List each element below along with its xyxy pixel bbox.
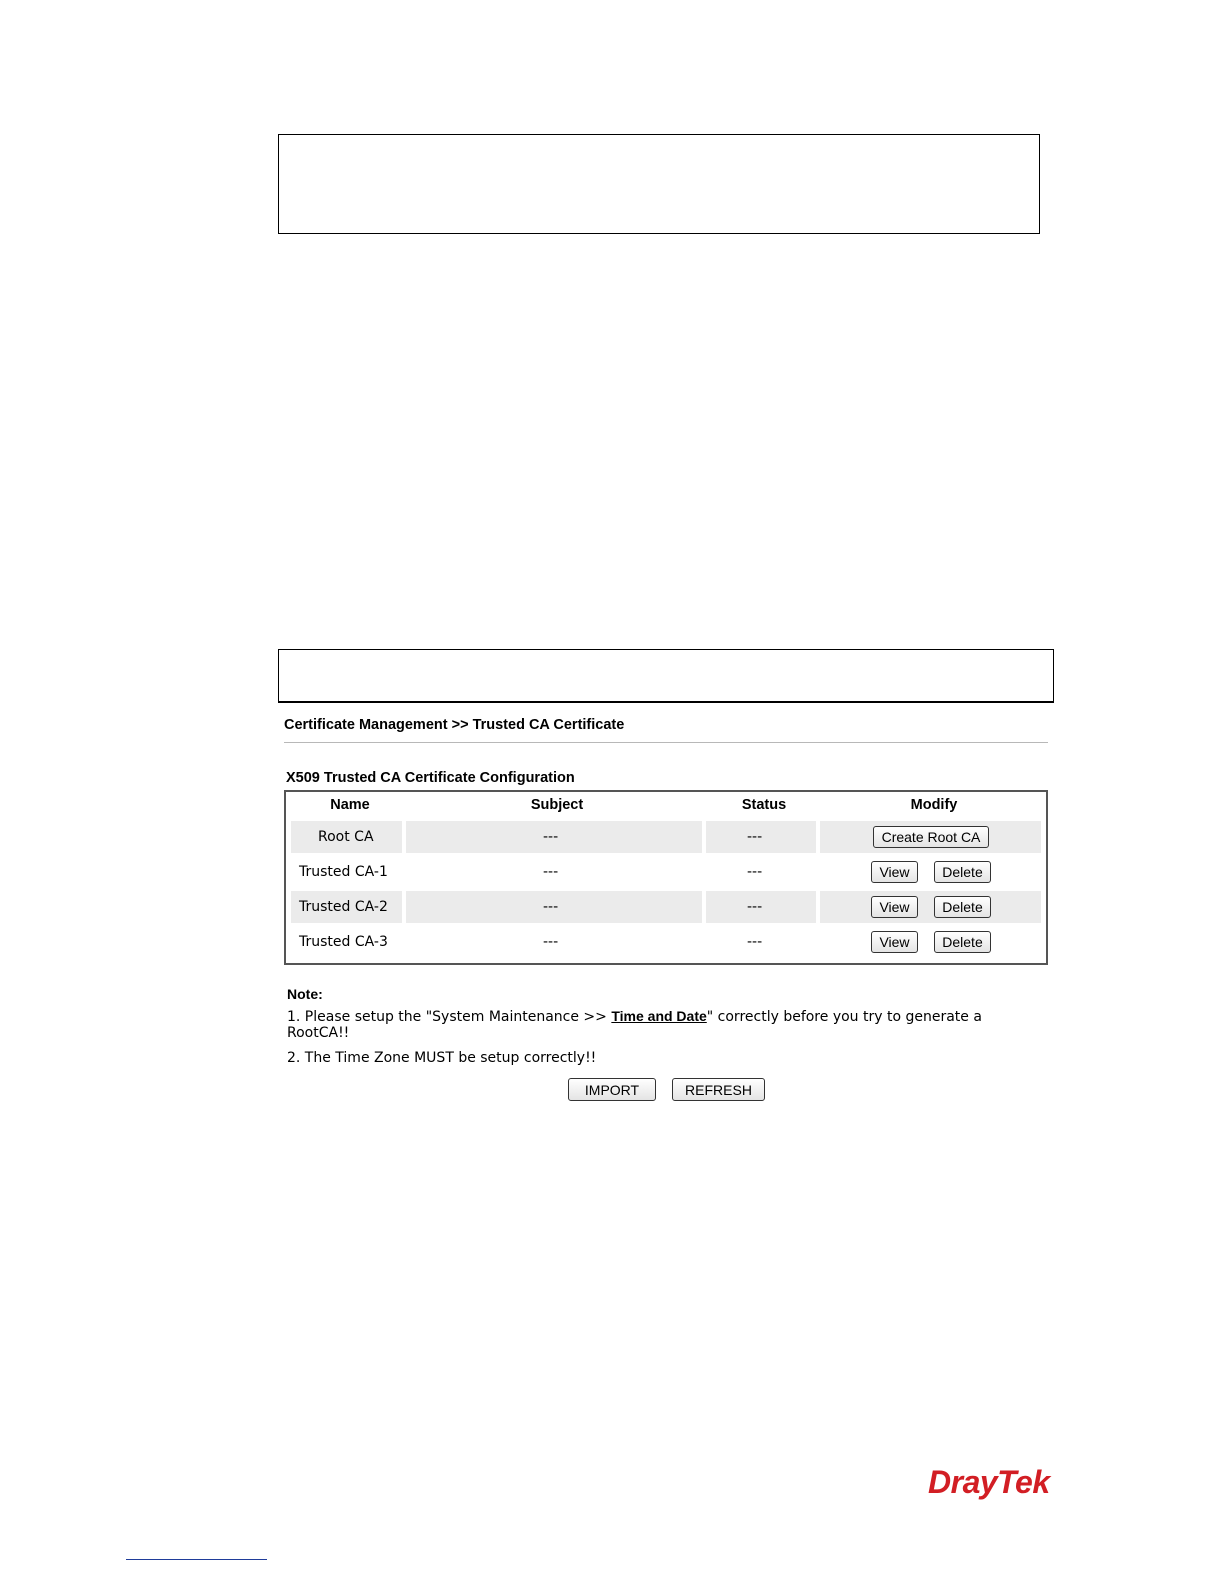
empty-frame-top — [278, 134, 1040, 234]
note-line-1-cont: RootCA!! — [287, 1025, 350, 1041]
table-row-status: --- — [747, 899, 763, 915]
time-and-date-link[interactable]: Time and Date — [611, 1008, 707, 1024]
header-name: Name — [330, 797, 370, 813]
view-button[interactable]: View — [871, 896, 918, 918]
note-line-2: 2. The Time Zone MUST be setup correctly!! — [287, 1050, 597, 1066]
import-button[interactable]: IMPORT — [568, 1078, 656, 1101]
create-root-ca-button[interactable]: Create Root CA — [873, 826, 989, 848]
row-shade — [820, 891, 1041, 923]
table-row-name: Trusted CA-1 — [299, 864, 388, 880]
note-text: " correctly before you try to generate a — [706, 1009, 982, 1025]
header-modify: Modify — [910, 797, 958, 813]
table-row-subject: --- — [543, 934, 559, 950]
delete-button[interactable]: Delete — [934, 931, 991, 953]
table-row-subject: --- — [543, 899, 559, 915]
empty-frame-middle — [278, 649, 1054, 703]
view-button[interactable]: View — [871, 861, 918, 883]
table-row-subject: --- — [543, 829, 559, 845]
table-row-subject: --- — [543, 864, 559, 880]
breadcrumb: Certificate Management >> Trusted CA Certificate — [284, 717, 625, 733]
table-row-name: Trusted CA-3 — [299, 934, 388, 950]
divider — [284, 742, 1048, 743]
table-row-status: --- — [747, 934, 763, 950]
table-row-status: --- — [747, 829, 763, 845]
delete-button[interactable]: Delete — [934, 861, 991, 883]
draytek-logo: DrayTek — [928, 1464, 1050, 1500]
note-line-1 — [287, 1008, 982, 1026]
header-status: Status — [741, 797, 787, 813]
section-title: X509 Trusted CA Certificate Configuration — [286, 770, 575, 786]
table-row-name: Root CA — [318, 829, 374, 845]
header-subject: Subject — [530, 797, 584, 813]
refresh-button[interactable]: REFRESH — [672, 1078, 765, 1101]
note-title: Note: — [287, 986, 323, 1002]
delete-button[interactable]: Delete — [934, 896, 991, 918]
view-button[interactable]: View — [871, 931, 918, 953]
footer-rule — [126, 1559, 267, 1560]
table-row-status: --- — [747, 864, 763, 880]
note-text: 1. Please setup the "System Maintenance >> — [287, 1009, 612, 1025]
table-row-name: Trusted CA-2 — [299, 899, 388, 915]
